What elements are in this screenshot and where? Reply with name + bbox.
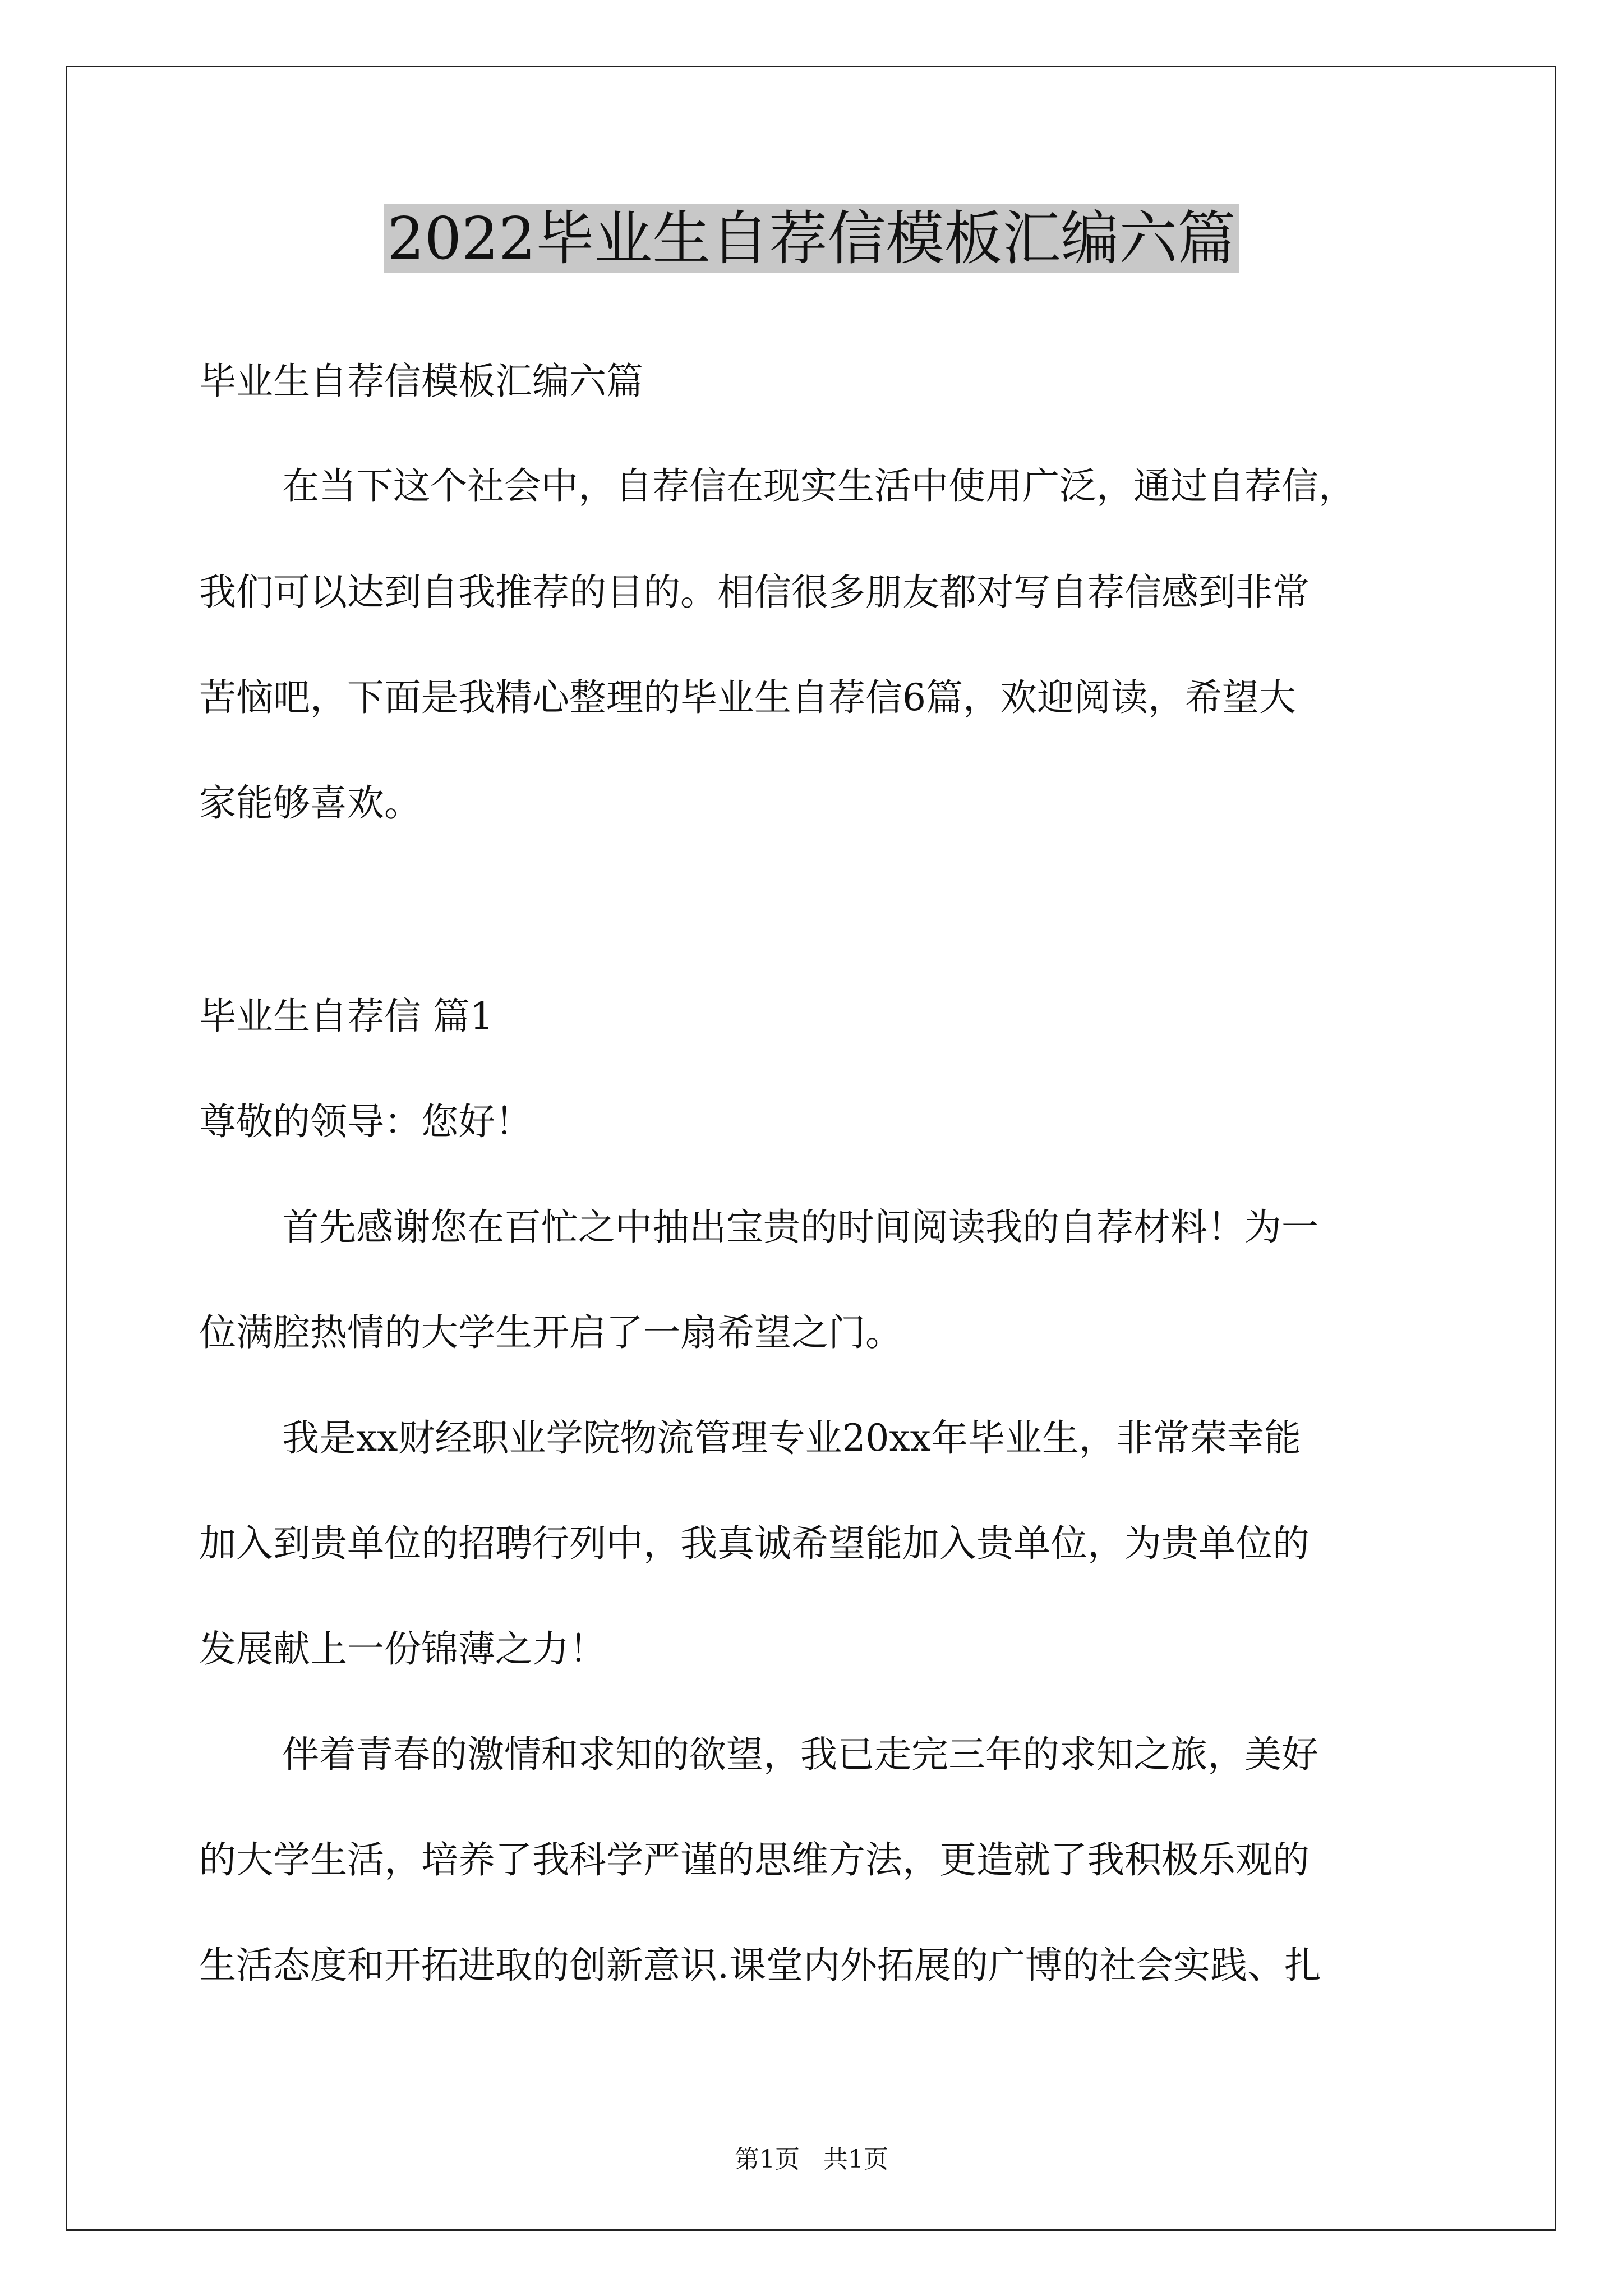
para2-line-1: 我是xx财经职业学院物流管理专业20xx年毕业生，非常荣幸能 <box>282 1416 1301 1460</box>
salutation: 尊敬的领导：您好！ <box>199 1100 532 1143</box>
document-title: 2022毕业生自荐信模板汇编六篇 <box>0 199 1623 278</box>
para2-line-2: 加入到贵单位的招聘行列中，我真诚希望能加入贵单位，为贵单位的 <box>199 1522 1310 1565</box>
intro-line-3: 苦恼吧，下面是我精心整理的毕业生自荐信6篇，欢迎阅读，希望大 <box>199 676 1296 719</box>
para3-line-2: 的大学生活，培养了我科学严谨的思维方法，更造就了我积极乐观的 <box>199 1838 1310 1881</box>
para1-line-2: 位满腔热情的大学生开启了一扇希望之门。 <box>199 1311 902 1354</box>
para3-line-1: 伴着青春的激情和求知的欲望，我已走完三年的求知之旅，美好 <box>282 1733 1318 1776</box>
page-footer: 第1页 共1页 <box>735 2145 888 2174</box>
intro-line-1: 在当下这个社会中，自荐信在现实生活中使用广泛，通过自荐信， <box>282 464 1355 508</box>
para2-line-3: 发展献上一份锦薄之力！ <box>199 1627 606 1671</box>
section-heading: 毕业生自荐信 篇1 <box>199 995 494 1038</box>
intro-line-4: 家能够喜欢。 <box>199 781 421 825</box>
para1-line-1: 首先感谢您在百忙之中抽出宝贵的时间阅读我的自荐材料！为一 <box>282 1205 1318 1249</box>
para3-line-3: 生活态度和开拓进取的创新意识.课堂内外拓展的广博的社会实践、扎 <box>199 1944 1321 1987</box>
intro-line-2: 我们可以达到自我推荐的目的。相信很多朋友都对写自荐信感到非常 <box>199 570 1310 614</box>
document-subtitle: 毕业生自荐信模板汇编六篇 <box>199 360 643 403</box>
